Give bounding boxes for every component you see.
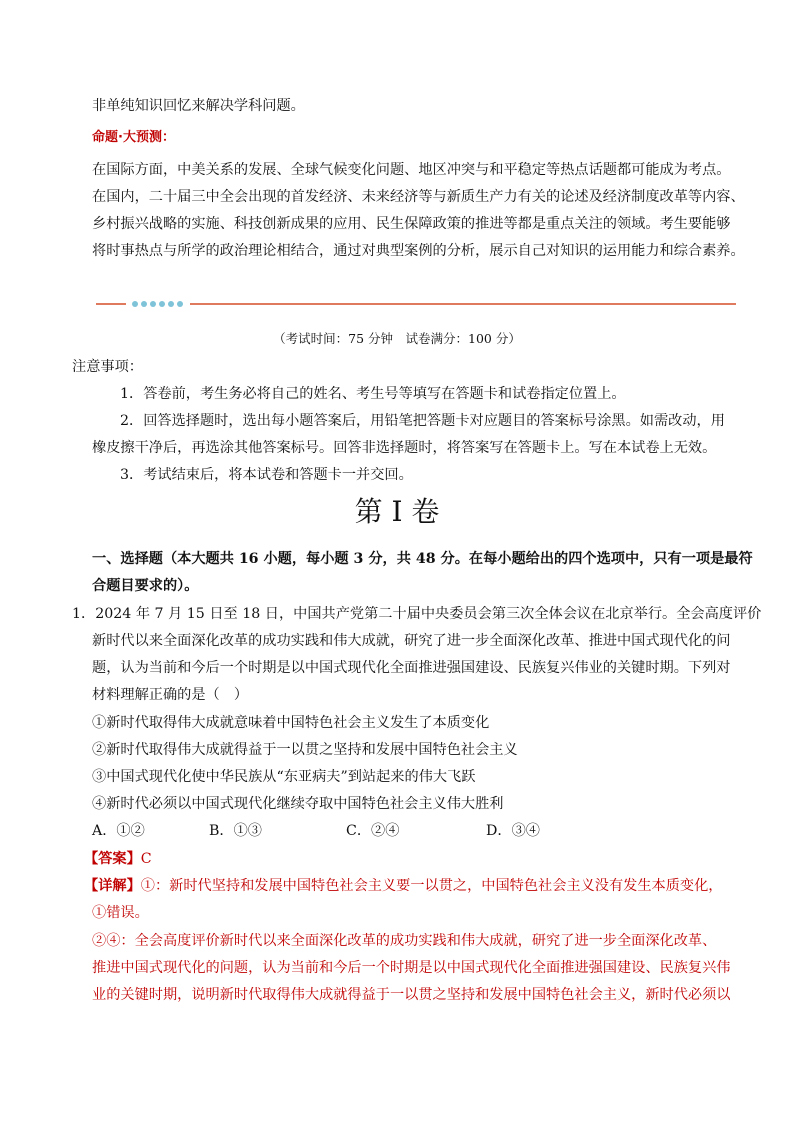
intro-paragraph-line: 乡村振兴战略的实施、科技创新成果的应用、民生保障政策的推进等都是重点关注的领域。考生要能够 <box>92 216 731 232</box>
divider-dots <box>132 299 183 309</box>
explanation-label: 【详解】 <box>84 878 141 894</box>
option-c: C．②④ <box>346 823 400 839</box>
question-statement: ④新时代必须以中国式现代化继续夺取中国特色社会主义伟大胜利 <box>92 796 504 812</box>
explanation-line <box>84 876 722 896</box>
option-b: B．①③ <box>209 823 262 839</box>
answer-label: 【答案】 <box>84 851 141 867</box>
notes-line: 3．考试结束后，将本试卷和答题卡一并交回。 <box>120 467 413 483</box>
divider-line-right <box>190 303 736 305</box>
notes-line: 1．答卷前，考生务必将自己的姓名、考生号等填写在答题卡和试卷指定位置上。 <box>120 386 626 402</box>
divider-dot <box>150 301 156 307</box>
divider-dot <box>141 301 147 307</box>
question-stem-line: 新时代以来全面深化改革的成功实践和伟大成就，研究了进一步全面深化改革、推进中国式现代化的问 <box>92 633 731 649</box>
intro-carryover-line: 非单纯知识回忆来解决学科问题。 <box>92 98 305 114</box>
question-stem-line: 题，认为当前和今后一个时期是以中国式现代化全面推进强国建设、民族复兴伟业的关键时期。下列对 <box>92 660 731 676</box>
exam-info: （考试时间：75 分钟 试卷满分：100 分） <box>273 331 521 346</box>
intro-paragraph-line: 在国内，二十届三中全会出现的首发经济、未来经济等与新质生产力有关的论述及经济制度改革等内容、 <box>92 189 745 205</box>
answer-value: C <box>140 851 152 867</box>
prediction-label-suffix: ： <box>161 130 175 145</box>
option-d: D．③④ <box>486 823 540 839</box>
notes-line: 橡皮擦干净后，再选涂其他答案标号。回答非选择题时，将答案写在答题卡上。写在本试卷上无效。 <box>92 440 717 456</box>
explanation-text: ①：新时代坚持和发展中国特色社会主义要一以贯之，中国特色社会主义没有发生本质变化， <box>140 878 723 894</box>
explanation-line: 推进中国式现代化的问题，认为当前和今后一个时期是以中国式现代化全面推进强国建设、民族复兴伟 <box>92 960 731 976</box>
prediction-label <box>92 128 175 148</box>
divider-dot <box>159 301 165 307</box>
intro-paragraph-line: 将时事热点与所学的政治理论相结合，通过对典型案例的分析，展示自己对知识的运用能力和综合素养。 <box>92 243 745 259</box>
question-statement: ③中国式现代化使中华民族从“东亚病夫”到站起来的伟大飞跃 <box>92 769 476 785</box>
intro-paragraph-line: 在国际方面，中美关系的发展、全球气候变化问题、地区冲突与和平稳定等热点话题都可能成为考点。 <box>92 162 731 178</box>
question-stem-line: 1．2024 年 7 月 15 日至 18 日，中国共产党第二十届中央委员会第三次全体会议在北京举行。全会高度评价 <box>72 606 762 622</box>
section-heading: 第 I 卷 <box>354 495 440 528</box>
section-instructions-line: 一、选择题（本大题共 16 小题，每小题 3 分，共 48 分。在每小题给出的四个选项中，只有一项是最符 <box>92 551 753 567</box>
option-a: A．①② <box>92 823 145 839</box>
question-statement: ②新时代取得伟大成就得益于一以贯之坚持和发展中国特色社会主义 <box>92 742 518 758</box>
question-stem-line: 材料理解正确的是（ ） <box>92 687 249 703</box>
divider-dot <box>168 301 174 307</box>
section-instructions-line: 合题目要求的）。 <box>92 578 199 594</box>
answer-line <box>84 849 152 869</box>
explanation-line: ①错误。 <box>92 905 149 921</box>
question-statement: ①新时代取得伟大成就意味着中国特色社会主义发生了本质变化 <box>92 715 490 731</box>
divider-dot <box>132 301 138 307</box>
divider-line-left <box>96 303 126 305</box>
prediction-label-emph: 大预测 <box>122 130 162 145</box>
explanation-line: 业的关键时期，说明新时代取得伟大成就得益于一以贯之坚持和发展中国特色社会主义，新时代必须以 <box>92 987 731 1003</box>
prediction-label-prefix: 命题· <box>92 130 123 145</box>
explanation-line: ②④：全会高度评价新时代以来全面深化改革的成功实践和伟大成就，研究了进一步全面深化改革、 <box>92 933 717 949</box>
divider-dot <box>177 301 183 307</box>
notes-title: 注意事项： <box>72 359 143 375</box>
notes-line: 2．回答选择题时，选出每小题答案后，用铅笔把答题卡对应题目的答案标号涂黑。如需改动，用 <box>120 413 725 429</box>
